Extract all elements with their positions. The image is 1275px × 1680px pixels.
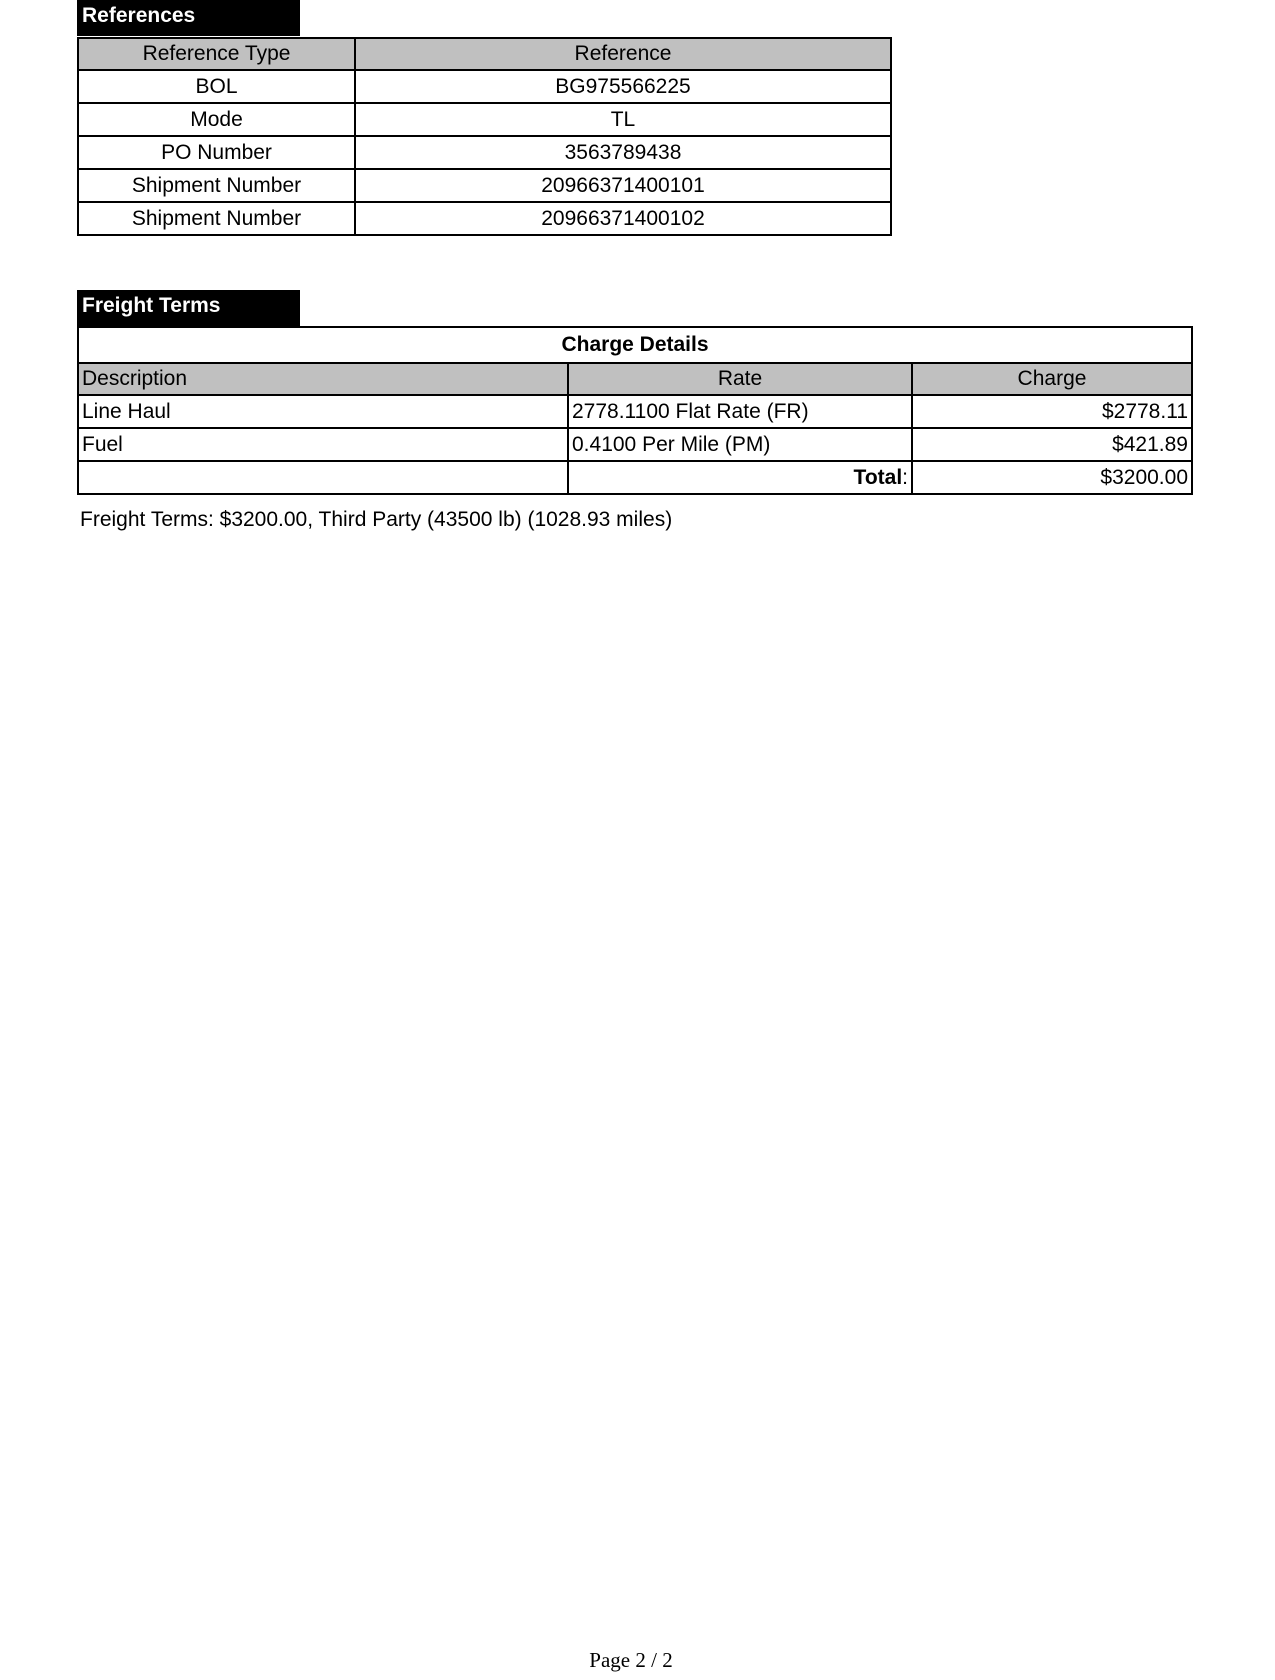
table-row (78, 70, 891, 103)
total-separator: : (902, 465, 908, 489)
reference-value-cell: BG975566225 (355, 70, 891, 103)
description-cell: Line Haul (78, 395, 568, 428)
total-value-cell: $3200.00 (912, 461, 1192, 494)
freight-terms-title: Freight Terms (82, 294, 221, 317)
charge-details-title-row (78, 327, 1192, 363)
reference-type-cell: Mode (78, 103, 355, 136)
table-row (78, 395, 1192, 428)
rate-cell: 0.4100 Per Mile (PM) (568, 428, 912, 461)
charge-details-title: Charge Details (78, 327, 1192, 363)
table-row (78, 136, 891, 169)
charge-cell: $2778.11 (912, 395, 1192, 428)
reference-value-cell: 20966371400102 (355, 202, 891, 235)
references-header (77, 0, 300, 36)
total-empty-cell (78, 461, 568, 494)
reference-value-cell: 3563789438 (355, 136, 891, 169)
page-number: Page 2 / 2 (589, 1648, 673, 1672)
charge-cell: $421.89 (912, 428, 1192, 461)
reference-type-column-header: Reference Type (78, 38, 355, 70)
references-header-row (78, 38, 891, 70)
reference-column-header: Reference (355, 38, 891, 70)
reference-value-cell: TL (355, 103, 891, 136)
rate-cell: 2778.1100 Flat Rate (FR) (568, 395, 912, 428)
rate-column-header: Rate (568, 363, 912, 395)
table-row (78, 169, 891, 202)
charge-details-table (77, 326, 1193, 495)
table-row (78, 202, 891, 235)
reference-type-cell: PO Number (78, 136, 355, 169)
charge-details-header-row (78, 363, 1192, 395)
description-column-header: Description (78, 363, 568, 395)
description-cell: Fuel (78, 428, 568, 461)
table-row (78, 103, 891, 136)
total-label-cell (568, 461, 912, 494)
references-title: References (82, 4, 196, 27)
reference-value-cell: 20966371400101 (355, 169, 891, 202)
freight-terms-summary: Freight Terms: $3200.00, Third Party (43500 lb) (1028.93 miles) (80, 508, 673, 531)
table-row (78, 428, 1192, 461)
total-row (78, 461, 1192, 494)
reference-type-cell: BOL (78, 70, 355, 103)
total-label: Total (853, 465, 903, 489)
freight-terms-header (77, 290, 300, 326)
reference-type-cell: Shipment Number (78, 169, 355, 202)
charge-column-header: Charge (912, 363, 1192, 395)
references-table (77, 37, 892, 236)
reference-type-cell: Shipment Number (78, 202, 355, 235)
